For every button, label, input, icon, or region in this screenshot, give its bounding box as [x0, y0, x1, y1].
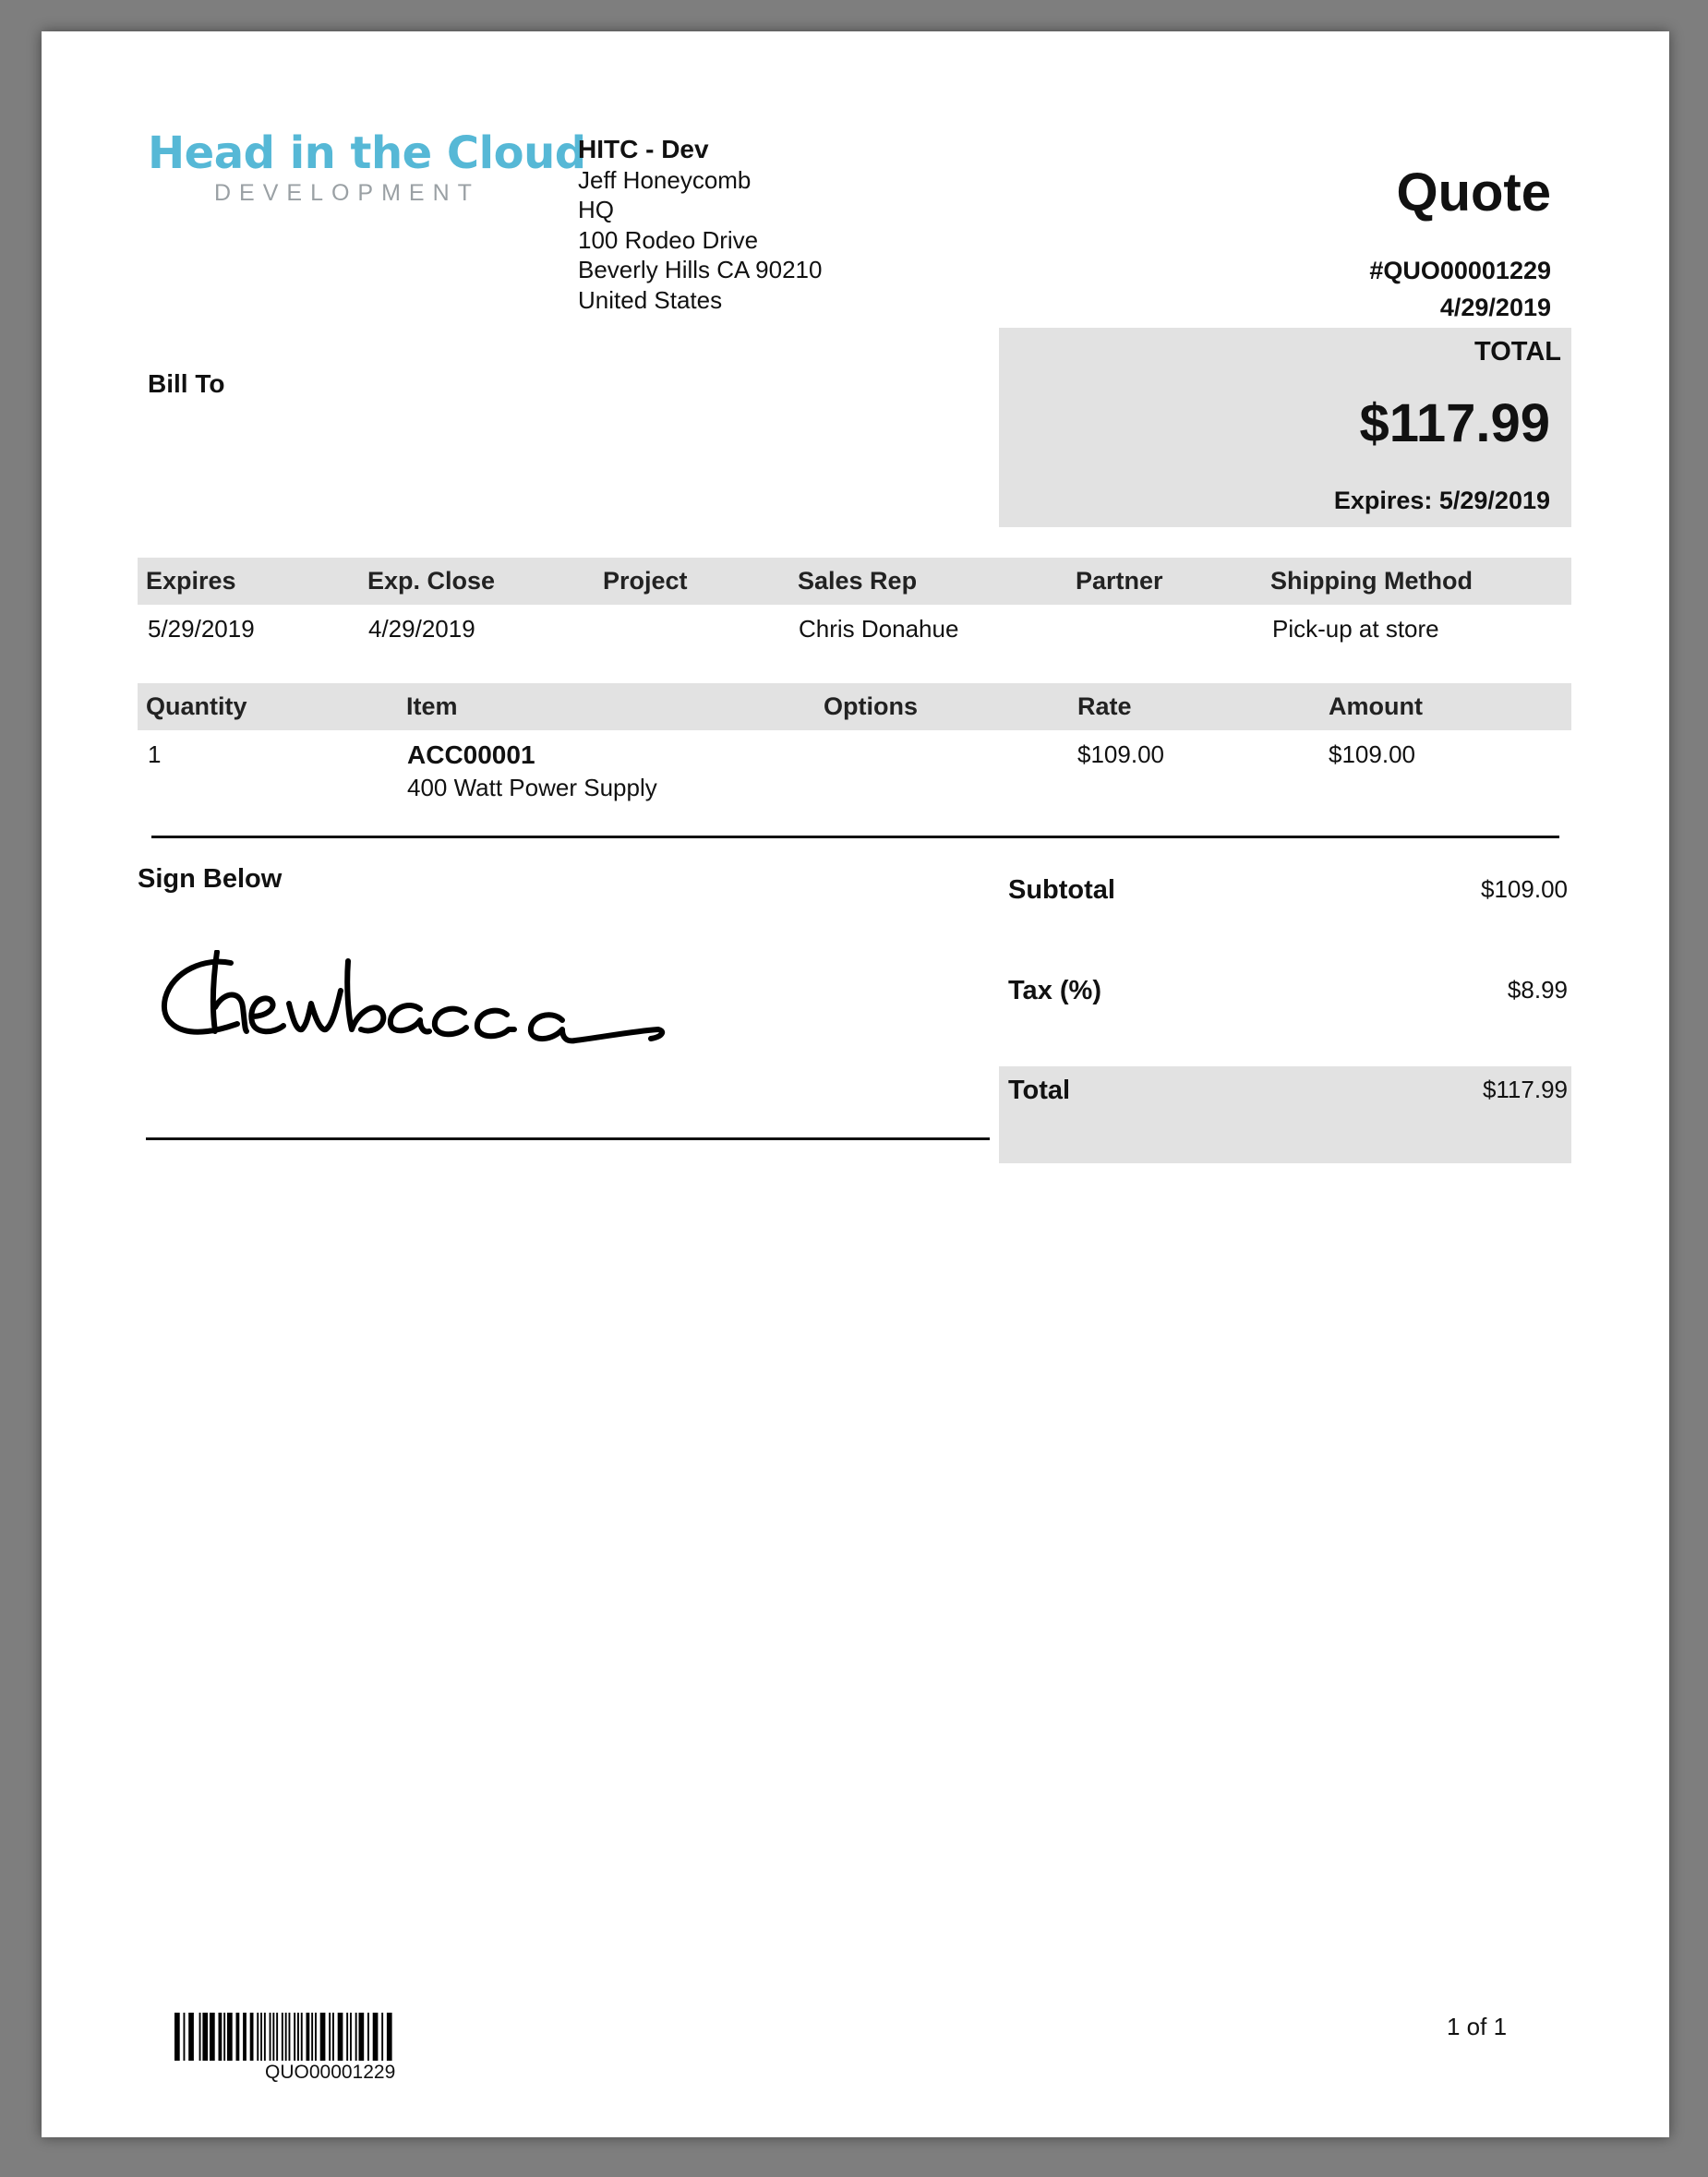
barcode-bar — [332, 2013, 334, 2061]
details-value-sales-rep: Chris Donahue — [799, 615, 959, 643]
barcode-bar — [188, 2013, 194, 2061]
barcode-bar — [329, 2013, 331, 2061]
details-value-exp-close: 4/29/2019 — [368, 615, 475, 643]
barcode-bar — [320, 2013, 326, 2061]
company-address-line: United States — [578, 285, 723, 314]
barcode-bar — [202, 2013, 208, 2061]
tax-value: $8.99 — [1507, 976, 1568, 1004]
details-header-exp-close: Exp. Close — [367, 567, 496, 595]
barcode-bar — [272, 2013, 274, 2061]
barcode-bar — [174, 2013, 180, 2061]
details-value-shipping-method: Pick-up at store — [1272, 615, 1439, 643]
items-header-options: Options — [824, 692, 918, 720]
details-header-project: Project — [603, 567, 688, 595]
quote-date: 4/29/2019 — [1439, 294, 1551, 321]
barcode-bar — [307, 2013, 310, 2061]
details-value-expires: 5/29/2019 — [148, 615, 255, 643]
company-logo-tagline: DEVELOPMENT — [214, 180, 480, 206]
barcode-bar — [346, 2013, 348, 2061]
total-label: Total — [1008, 1076, 1071, 1105]
barcode-bar — [264, 2013, 266, 2061]
barcode-bar — [381, 2013, 383, 2061]
document-title: Quote — [1396, 162, 1551, 223]
company-address — [578, 135, 822, 315]
barcode-bar — [243, 2013, 247, 2061]
item-description: 400 Watt Power Supply — [407, 774, 657, 801]
barcode-bar — [223, 2013, 225, 2061]
item-quantity: 1 — [148, 740, 162, 768]
total-box-amount: $117.99 — [1359, 393, 1550, 453]
barcode-bar — [257, 2013, 259, 2061]
barcode-bar — [355, 2013, 357, 2061]
page-number: 1 of 1 — [1447, 2013, 1508, 2040]
barcode-bar — [236, 2013, 240, 2061]
barcode-bar — [350, 2013, 352, 2061]
quote-page — [42, 31, 1669, 2137]
details-header-expires: Expires — [146, 567, 236, 595]
barcode-bar — [297, 2013, 299, 2061]
company-name: HITC - Dev — [578, 135, 709, 163]
company-address-line: 100 Rodeo Drive — [578, 225, 759, 254]
details-header-sales-rep: Sales Rep — [798, 567, 918, 595]
total-box-label: TOTAL — [1474, 337, 1561, 367]
barcode-bar — [315, 2013, 317, 2061]
items-header-rate: Rate — [1077, 692, 1132, 720]
item-amount: $109.00 — [1329, 740, 1415, 768]
barcode-bar — [367, 2013, 369, 2061]
total-value: $117.99 — [1482, 1076, 1568, 1103]
item-rate: $109.00 — [1077, 740, 1164, 768]
barcode-bar — [270, 2013, 271, 2061]
company-address-line: Jeff Honeycomb — [578, 165, 752, 194]
barcode-image — [173, 2013, 505, 2063]
quote-number: #QUO00001229 — [1369, 257, 1551, 284]
details-header-partner: Partner — [1076, 567, 1163, 595]
barcode-bar — [285, 2013, 287, 2061]
details-header-shipping-method: Shipping Method — [1270, 567, 1473, 595]
sign-below-label: Sign Below — [138, 864, 283, 894]
barcode-bar — [338, 2013, 343, 2061]
subtotal-label: Subtotal — [1008, 875, 1115, 905]
tax-label: Tax (%) — [1008, 976, 1101, 1005]
total-box-expires: Expires: 5/29/2019 — [1333, 487, 1550, 514]
barcode-bar — [219, 2013, 223, 2061]
item-code: ACC00001 — [407, 740, 535, 769]
subtotal-value: $109.00 — [1481, 875, 1568, 903]
total-box — [999, 328, 1571, 527]
barcode-bar — [184, 2013, 186, 2061]
barcode-bar — [387, 2013, 392, 2061]
items-header-quantity: Quantity — [146, 692, 247, 720]
barcode-bar — [210, 2013, 215, 2061]
barcode-bar — [250, 2013, 254, 2061]
items-header-item: Item — [406, 692, 458, 720]
signature-line — [146, 1137, 990, 1140]
barcode-bar — [227, 2013, 233, 2061]
barcode-value: QUO00001229 — [265, 2062, 396, 2083]
company-address-line: HQ — [578, 196, 614, 223]
barcode-bar — [294, 2013, 295, 2061]
company-logo: Head in the Cloud — [148, 127, 586, 179]
barcode-bar — [276, 2013, 278, 2061]
bill-to-heading: Bill To — [148, 369, 225, 398]
signature-image — [152, 950, 752, 1075]
barcode-bar — [260, 2013, 262, 2061]
company-address-line: Beverly Hills CA 90210 — [578, 256, 823, 283]
barcode-bar — [282, 2013, 283, 2061]
barcode-bar — [289, 2013, 291, 2061]
barcode-bar — [199, 2013, 201, 2061]
barcode-bar — [373, 2013, 379, 2061]
items-divider — [151, 836, 1559, 838]
items-header-amount: Amount — [1329, 692, 1423, 720]
barcode-bar — [359, 2013, 365, 2061]
barcode-bar — [311, 2013, 313, 2061]
barcode-bar — [301, 2013, 303, 2061]
